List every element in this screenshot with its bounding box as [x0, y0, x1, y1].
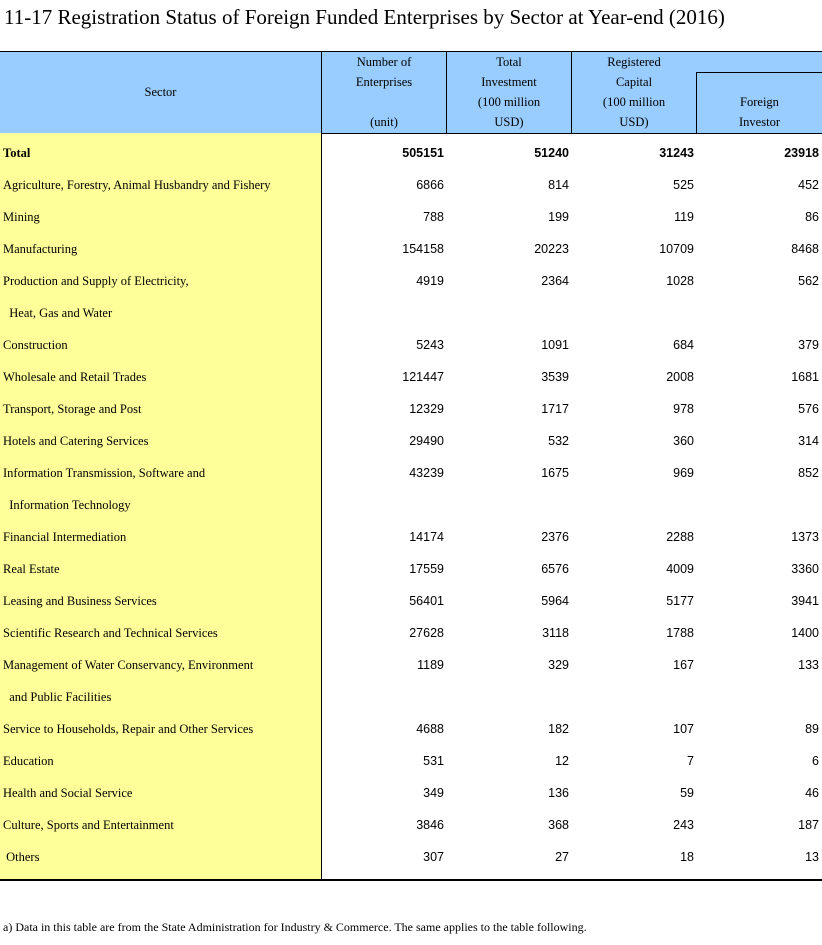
- header-capital-line2: Capital: [615, 75, 653, 89]
- header-investment-line1: Total: [496, 55, 522, 69]
- investment-value: 199: [548, 210, 569, 224]
- capital-value: 59: [680, 786, 694, 800]
- table-row: [0, 554, 822, 586]
- enterprises-value: 17559: [409, 562, 444, 576]
- capital-value: 10709: [659, 242, 694, 256]
- table-row: [0, 330, 822, 362]
- investment-value: 1717: [541, 402, 569, 416]
- enterprises-value: 14174: [409, 530, 444, 544]
- sector-label: and Public Facilities: [3, 690, 112, 704]
- enterprises-value: 12329: [409, 402, 444, 416]
- foreign-investor-value: 3360: [791, 562, 819, 576]
- header-enterprises-line1: Number of: [356, 55, 412, 69]
- sector-label: Financial Intermediation: [3, 530, 127, 544]
- foreign-investor-value: 46: [805, 786, 819, 800]
- footnote: a) Data in this table are from the State Administration for Industry & Commerce. The same applies to the table following.: [3, 920, 587, 934]
- investment-value: 6576: [541, 562, 569, 576]
- enterprises-value: 56401: [409, 594, 444, 608]
- enterprises-value: 6866: [416, 178, 444, 192]
- capital-value: 978: [673, 402, 694, 416]
- page-title: 11-17 Registration Status of Foreign Funded Enterprises by Sector at Year-end (2016): [4, 5, 725, 29]
- enterprises-value: 3846: [416, 818, 444, 832]
- table-row: [0, 778, 822, 810]
- header-investment-line4: USD): [494, 115, 524, 129]
- enterprises-value: 531: [423, 754, 444, 768]
- enterprises-value: 1189: [417, 658, 444, 672]
- capital-value: 5177: [666, 594, 694, 608]
- investment-value: 368: [548, 818, 569, 832]
- sector-label: Mining: [3, 210, 40, 224]
- foreign-investor-value: 452: [798, 178, 819, 192]
- table-row: [0, 458, 822, 490]
- table-row: [0, 810, 822, 842]
- sector-label: Agriculture, Forestry, Animal Husbandry and Fishery: [3, 178, 271, 192]
- enterprises-value: 29490: [409, 434, 444, 448]
- capital-value: 684: [673, 338, 694, 352]
- capital-value: 525: [673, 178, 694, 192]
- investment-value: 2364: [541, 274, 569, 288]
- sector-label: Wholesale and Retail Trades: [3, 370, 147, 384]
- table-row: [0, 426, 822, 458]
- sector-label: Transport, Storage and Post: [3, 402, 142, 416]
- header-divider-3: [571, 51, 572, 134]
- investment-value: 1091: [541, 338, 569, 352]
- investment-value: 2376: [541, 530, 569, 544]
- table-row: [0, 490, 822, 522]
- foreign-investor-value: 13: [805, 850, 819, 864]
- sector-label: Real Estate: [3, 562, 60, 576]
- foreign-investor-value: 8468: [791, 242, 819, 256]
- capital-value: 1788: [666, 626, 694, 640]
- enterprises-value: 307: [423, 850, 444, 864]
- header-subrule: [697, 72, 822, 73]
- foreign-investor-value: 1681: [791, 370, 819, 384]
- sector-label: Leasing and Business Services: [3, 594, 157, 608]
- capital-value: 2008: [666, 370, 694, 384]
- enterprises-value: 154158: [402, 242, 444, 256]
- foreign-investor-value: 86: [805, 210, 819, 224]
- investment-value: 27: [555, 850, 569, 864]
- sector-label: Heat, Gas and Water: [3, 306, 113, 320]
- capital-value: 1028: [666, 274, 694, 288]
- enterprises-value: 4919: [416, 274, 444, 288]
- foreign-investor-value: 1373: [791, 530, 819, 544]
- enterprises-value: 788: [423, 210, 444, 224]
- investment-value: 136: [548, 786, 569, 800]
- sector-label: Management of Water Conservancy, Environment: [3, 658, 254, 672]
- header-divider-2: [446, 51, 447, 134]
- foreign-investor-value: 379: [798, 338, 819, 352]
- foreign-investor-value: 89: [805, 722, 819, 736]
- header-capital-line4: USD): [619, 115, 649, 129]
- sector-label: Production and Supply of Electricity,: [3, 274, 189, 288]
- investment-value: 1675: [541, 466, 569, 480]
- sector-label: Others: [3, 850, 40, 864]
- foreign-investor-value: 562: [798, 274, 819, 288]
- table-row: [0, 234, 822, 266]
- sector-label: Scientific Research and Technical Services: [3, 626, 218, 640]
- capital-value: 119: [674, 210, 694, 224]
- enterprises-value: 27628: [409, 626, 444, 640]
- enterprises-value: 349: [423, 786, 444, 800]
- table-row: [0, 394, 822, 426]
- sector-label: Information Technology: [3, 498, 131, 512]
- header-enterprises-line2: Enterprises: [355, 75, 413, 89]
- table-row: [0, 650, 822, 682]
- investment-value: 5964: [541, 594, 569, 608]
- investment-value: 329: [548, 658, 569, 672]
- investment-value: 20223: [534, 242, 569, 256]
- header-foreign-line1: Foreign: [740, 95, 779, 109]
- header-foreign-line2: Investor: [739, 115, 780, 129]
- table-row: [0, 746, 822, 778]
- sector-label: Service to Households, Repair and Other Services: [3, 722, 254, 736]
- investment-value: 532: [548, 434, 569, 448]
- header-divider-1: [321, 51, 322, 134]
- header-capital-line1: Registered: [607, 55, 661, 69]
- table-header: [0, 51, 822, 134]
- table-bottom-rule: [0, 879, 822, 881]
- investment-value: 51240: [534, 146, 569, 160]
- foreign-investor-value: 1400: [791, 626, 819, 640]
- table-row: [0, 202, 822, 234]
- capital-value: 31243: [659, 146, 694, 160]
- enterprises-value: 505151: [402, 146, 444, 160]
- table-row: [0, 266, 822, 298]
- sector-label: Culture, Sports and Entertainment: [3, 818, 174, 832]
- table-row: [0, 618, 822, 650]
- investment-value: 3118: [542, 626, 569, 640]
- table-row: [0, 362, 822, 394]
- capital-value: 2288: [666, 530, 694, 544]
- sector-label: Education: [3, 754, 54, 768]
- capital-value: 360: [673, 434, 694, 448]
- investment-value: 12: [555, 754, 569, 768]
- table-row: [0, 842, 822, 874]
- foreign-investor-value: 314: [798, 434, 819, 448]
- table-row: [0, 138, 822, 170]
- capital-value: 167: [673, 658, 694, 672]
- capital-value: 4009: [666, 562, 694, 576]
- table-row: [0, 586, 822, 618]
- table-row: [0, 170, 822, 202]
- sector-label: Manufacturing: [3, 242, 78, 256]
- capital-value: 7: [687, 754, 694, 768]
- investment-value: 3539: [541, 370, 569, 384]
- table-row: [0, 522, 822, 554]
- foreign-investor-value: 576: [798, 402, 819, 416]
- foreign-investor-value: 852: [798, 466, 819, 480]
- investment-value: 182: [548, 722, 569, 736]
- sector-label: Health and Social Service: [3, 786, 133, 800]
- enterprises-value: 121447: [402, 370, 444, 384]
- enterprises-value: 4688: [416, 722, 444, 736]
- sector-label: Construction: [3, 338, 68, 352]
- foreign-investor-value: 187: [798, 818, 819, 832]
- header-enterprises-unit: (unit): [370, 115, 398, 129]
- header-capital-line3: (100 million: [602, 95, 666, 109]
- foreign-investor-value: 133: [798, 658, 819, 672]
- enterprises-value: 5243: [416, 338, 444, 352]
- sector-label: Total: [3, 146, 31, 160]
- header-investment-line2: Investment: [481, 75, 537, 89]
- table-row: [0, 298, 822, 330]
- sector-label: Information Transmission, Software and: [3, 466, 206, 480]
- capital-value: 18: [680, 850, 694, 864]
- header-sector: Sector: [144, 85, 177, 99]
- sector-label: Hotels and Catering Services: [3, 434, 149, 448]
- foreign-investor-value: 3941: [791, 594, 819, 608]
- capital-value: 969: [673, 466, 694, 480]
- foreign-investor-value: 23918: [784, 146, 819, 160]
- capital-value: 107: [673, 722, 694, 736]
- table-row: [0, 714, 822, 746]
- foreign-investor-value: 6: [812, 754, 819, 768]
- investment-value: 814: [548, 178, 569, 192]
- header-investment-line3: (100 million: [477, 95, 541, 109]
- header-divider-4: [696, 72, 697, 134]
- table-row: [0, 682, 822, 714]
- capital-value: 243: [673, 818, 694, 832]
- enterprises-value: 43239: [409, 466, 444, 480]
